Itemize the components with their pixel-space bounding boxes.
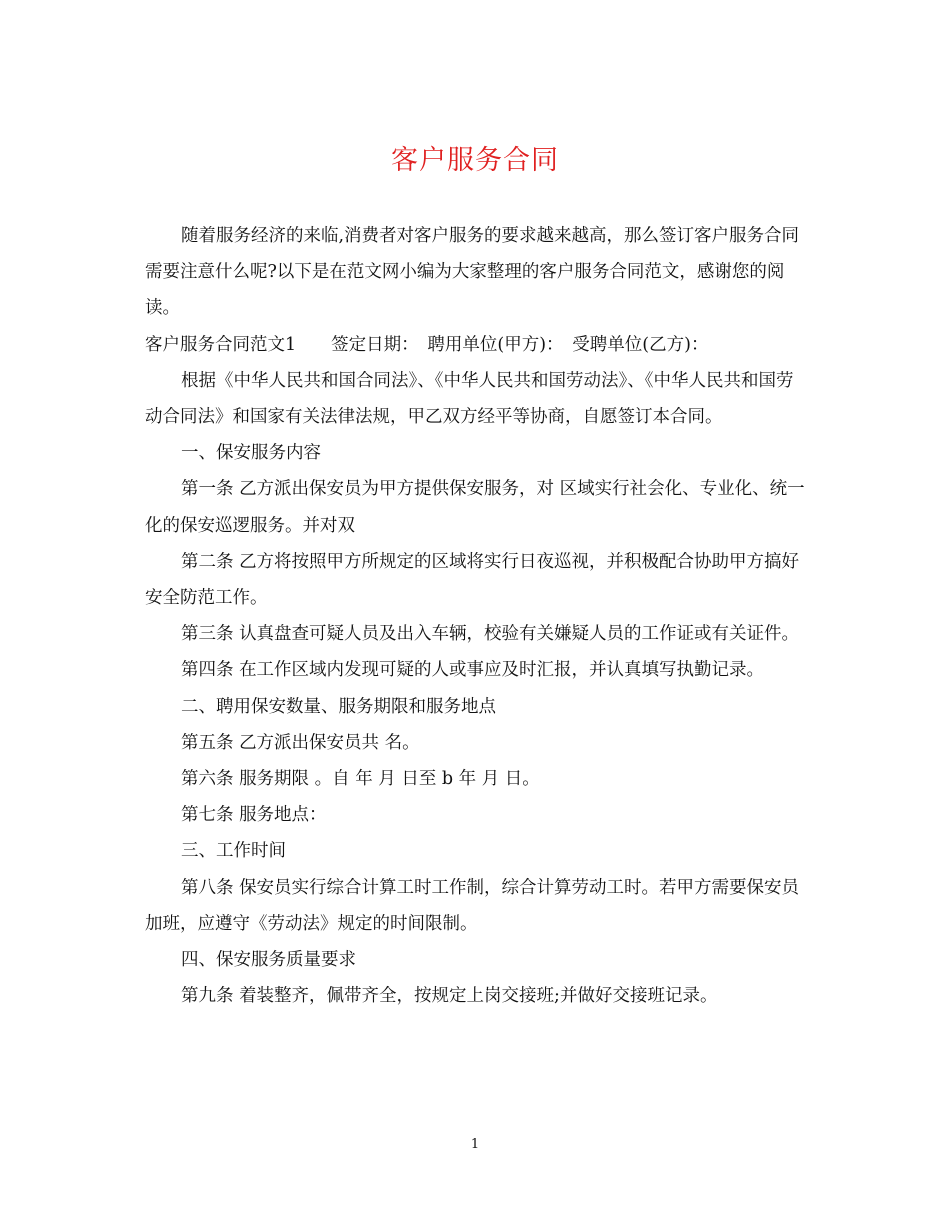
article-8: 第八条 保安员实行综合计算工时工作制，综合计算劳动工时。若甲方需要保安员加班，应遵守《劳动法》规定的时间限制。 <box>145 877 800 934</box>
legal-basis-paragraph: 根据《中华人民共和国合同法》、《中华人民共和国劳动法》、《中华人民共和国劳动合同法》和国家有关法律法规，甲乙双方经平等协商，自愿签订本合同。 <box>145 370 794 428</box>
article-7: 第七条 服务地点： <box>181 805 327 826</box>
article-3: 第三条 认真盘查可疑人员及出入车辆，校验有关嫌疑人员的工作证或有关证件。 <box>181 624 800 645</box>
page-number: 1 <box>470 1137 480 1152</box>
section-heading-4: 四、保安服务质量要求 <box>181 950 356 971</box>
intro-paragraph: 随着服务经济的来临,消费者对客户服务的要求越来越高，那么签订客户服务合同需要注意什么呢?以下是在范文网小编为大家整理的客户服务合同范文，感谢您的阅读。 <box>145 226 800 319</box>
article-6: 第六条 服务期限 。自 年 月 日至 b 年 月 日。 <box>181 769 540 790</box>
section-heading-3: 三、工作时间 <box>181 841 286 862</box>
contract-header-line: 客户服务合同范文1 签定日期： 聘用单位(甲方)： 受聘单位(乙方)： <box>145 334 709 355</box>
document-body <box>145 218 810 1014</box>
article-4: 第四条 在工作区域内发现可疑的人或事应及时汇报，并认真填写执勤记录。 <box>181 660 765 681</box>
section-heading-2: 二、聘用保安数量、服务期限和服务地点 <box>181 696 496 717</box>
section-heading-1: 一、保安服务内容 <box>181 443 321 464</box>
article-9: 第九条 着装整齐，佩带齐全，按规定上岗交接班;并做好交接班记录。 <box>181 986 718 1007</box>
article-5: 第五条 乙方派出保安员共 名。 <box>181 732 420 753</box>
article-1: 第一条 乙方派出保安员为甲方提供保安服务，对 区域实行社会化、专业化、统一化的保安巡逻服务。并对双 <box>145 479 805 536</box>
document-title: 客户服务合同 <box>391 145 559 176</box>
article-2: 第二条 乙方将按照甲方所规定的区域将实行日夜巡视，并积极配合协助甲方搞好安全防范工作。 <box>145 551 800 609</box>
